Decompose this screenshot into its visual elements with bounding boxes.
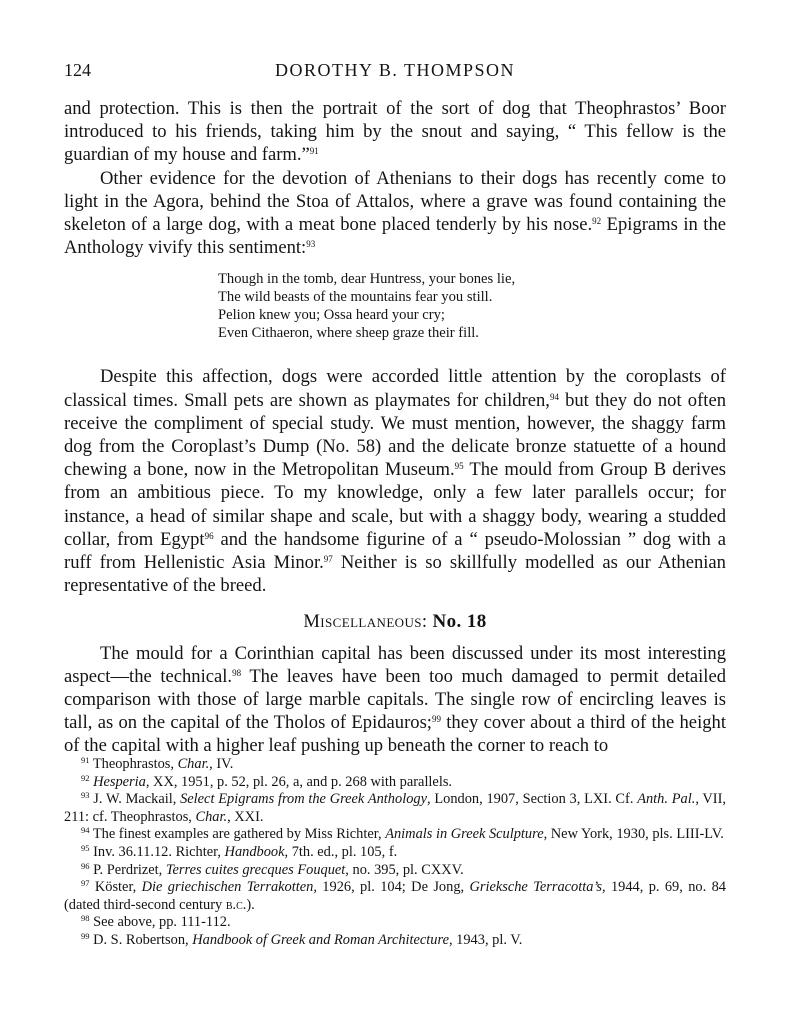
footnote-text: , no. 395, pl. CXXV. [345, 861, 464, 878]
footnote-text: , 1926, pl. 104; De Jong, [313, 879, 470, 896]
footnote-text: ). [246, 896, 255, 913]
footnote-97 [64, 879, 726, 914]
footnote-title: Die griechischen Terrakotten [141, 879, 314, 896]
footnote-number: 91 [81, 755, 90, 765]
footnote-number: 96 [81, 860, 90, 871]
paragraph-4 [64, 642, 726, 758]
footnote-title: Char. [177, 756, 210, 772]
paragraph-text: The mould from Group B derives from an ambitious piece. To my knowledge, only a few later parallels occur; for instance, a head of similar shape and scale, but with a shaggy body, wearing a studded collar, from Egypt [64, 459, 726, 550]
footnote-98 [64, 914, 726, 932]
footnote-text: Köster, [89, 879, 142, 896]
footnote-ref: 95 [454, 461, 464, 472]
footnote-96 [64, 862, 726, 880]
section-heading-label: Miscellaneous: [303, 611, 428, 633]
paragraph-2 [64, 167, 726, 260]
footnote-91 [64, 756, 726, 774]
poem-line: Even Cithaeron, where sheep graze their fill. [218, 325, 479, 342]
epigram-poem [218, 270, 726, 342]
footnote-92 [64, 774, 726, 792]
footnote-ref: 94 [549, 391, 559, 402]
footnote-text: , London, 1907, Section 3, LXI. Cf. [426, 791, 638, 808]
footnote-text: , XX, 1951, p. 52, pl. 26, a, and p. 268 with parallels. [145, 773, 453, 790]
running-head-author: DOROTHY B. THOMPSON [274, 60, 516, 80]
footnote-text: , New York, 1930, pls. LIII-LV. [543, 826, 724, 843]
footnote-number: 95 [81, 842, 90, 853]
footnote-text: , 1944, p. 69, no. 84 (dated third-second century [64, 879, 726, 913]
footnote-text: , IV. [209, 756, 234, 772]
footnote-title: Char. [195, 808, 228, 825]
footnote-text: D. S. Robertson, [89, 931, 193, 948]
paragraph-1 [64, 97, 726, 167]
paragraph-text: but they do not often receive the compliment of special study. We must mention, however, the shaggy farm dog from the Coroplast’s Dump (No. 58) and the delicate bronze statuette of a hound chewing a bone, now in the Metropolitan Museum. [64, 389, 726, 481]
footnote-text: See above, pp. 111-112. [89, 914, 231, 931]
footnote-title: Handbook [224, 843, 285, 860]
footnote-text: , VII, 211: cf. Theophrastos, [64, 791, 726, 825]
footnote-ref: 92 [592, 216, 602, 227]
footnote-title: Anth. Pal. [637, 791, 696, 808]
footnote-93 [64, 791, 726, 826]
footnote-title: Hesperia [89, 773, 146, 790]
footnote-number: 92 [81, 772, 90, 783]
footnote-number: 99 [81, 930, 90, 941]
paragraph-text: The leaves have been too much damaged to permit detailed comparison with those of large marble capitals. The single row of encircling leaves is tall, as on the capital of the Tholos of Epidauros; [64, 665, 726, 734]
section-heading [64, 610, 726, 633]
footnote-99 [64, 932, 726, 950]
footnote-ref: 97 [323, 554, 333, 565]
footnotes [64, 756, 726, 950]
footnote-title: Terres cuites grecques Fouquet [165, 861, 346, 878]
footnote-title: Handbook of Greek and Roman Architecture [192, 931, 449, 948]
poem-line: Pelion knew you; Ossa heard your cry; [218, 307, 445, 324]
footnote-text: , 1943, pl. V. [448, 931, 523, 948]
footnote-ref: 98 [232, 667, 242, 678]
footnote-text: , 7th. ed., pl. 105, f. [284, 843, 398, 860]
footnote-ref: 91 [309, 146, 319, 157]
body-text [64, 97, 726, 758]
footnote-text: , XXI. [227, 808, 264, 825]
poem-line: The wild beasts of the mountains fear you still. [218, 289, 493, 306]
footnote-ref: 99 [431, 714, 441, 725]
paragraph-text: The mould for a Corinthian capital has been discussed under its most interesting aspect—the technical. [64, 642, 726, 687]
footnote-text: J. W. Mackail, [89, 791, 181, 808]
paragraph-text: and protection. This is then the portrait of the sort of dog that Theophrastos’ Boor introduced to his friends, taking him by the snout and saying, “ This fellow is the guardian of my house and farm.” [64, 98, 726, 166]
footnote-95 [64, 844, 726, 862]
footnote-number: 93 [81, 790, 90, 801]
paragraph-3 [64, 365, 726, 597]
footnote-94 [64, 826, 726, 844]
footnote-text: The finest examples are gathered by Miss Richter, [89, 826, 386, 843]
footnote-number: 98 [81, 913, 90, 924]
page-number: 124 [64, 60, 91, 80]
paragraph-text: Epigrams in the Anthology vivify this sentiment: [64, 214, 726, 259]
section-heading-number: No. 18 [432, 611, 487, 633]
footnote-number: 97 [81, 878, 90, 889]
footnote-text: Inv. 36.11.12. Richter, [89, 843, 225, 860]
footnote-ref: 96 [204, 530, 214, 541]
paragraph-text: they cover about a third of the height of the capital with a higher leaf pushing up beneath the corner to reach to [64, 712, 726, 757]
footnote-small-caps: b.c. [225, 896, 247, 913]
paragraph-text: Despite this affection, dogs were accorded little attention by the coroplasts of classical times. Small pets are shown as playmates for children, [64, 366, 726, 411]
footnote-title: Select Epigrams from the Greek Anthology [180, 791, 427, 808]
paragraph-text: Neither is so skillfully modelled as our Athenian representative of the breed. [64, 552, 726, 597]
footnote-text: P. Perdrizet, [89, 861, 166, 878]
footnote-title: Grieksche Terracotta’s [469, 879, 602, 896]
running-header [64, 60, 726, 84]
footnote-title: Animals in Greek Sculpture [385, 826, 544, 843]
footnote-ref: 93 [306, 239, 316, 250]
footnote-text: Theophrastos, [89, 756, 178, 772]
poem-line: Though in the tomb, dear Huntress, your bones lie, [218, 271, 516, 288]
paragraph-text: and the handsome figurine of a “ pseudo-Molossian ” dog with a ruff from Hellenistic Asia Minor. [64, 528, 726, 574]
paragraph-text: Other evidence for the devotion of Athenians to their dogs has recently come to light in the Agora, behind the Stoa of Attalos, where a grave was found containing the skeleton of a large dog, with a meat bone placed tenderly by his nose. [64, 167, 726, 236]
footnote-number: 94 [81, 825, 90, 836]
